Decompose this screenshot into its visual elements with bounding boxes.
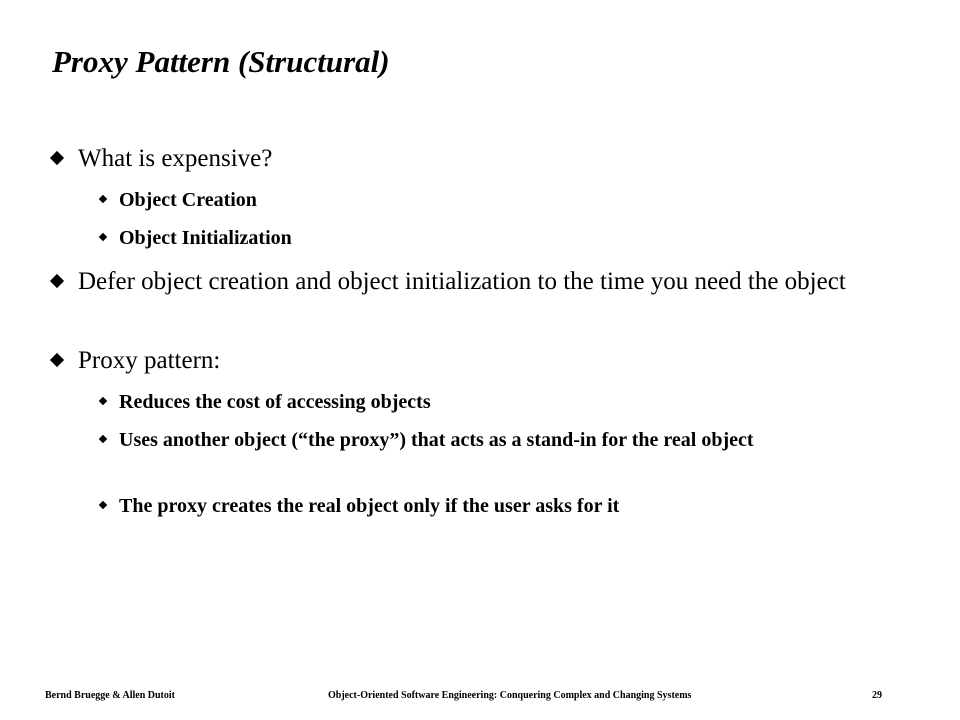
sub-bullet-text: The proxy creates the real object only if the user asks for it: [119, 495, 620, 517]
bullet-item: [50, 346, 890, 376]
diamond-bullet-icon: [50, 267, 66, 297]
sub-bullet-text: Uses another object (“the proxy”) that acts as a stand-in for the real object: [119, 429, 754, 451]
sub-bullet-text: Reduces the cost of accessing objects: [119, 391, 431, 413]
small-diamond-bullet-icon: [98, 428, 110, 452]
bullet-text: What is expensive?: [78, 145, 273, 172]
footer-authors: Bernd Bruegge & Allen Dutoit: [45, 690, 175, 701]
bullet-text: Proxy pattern:: [78, 347, 221, 374]
sub-bullet-text: Object Creation: [119, 189, 257, 211]
footer-book-title: Object-Oriented Software Engineering: Conquering Complex and Changing Systems: [328, 690, 692, 701]
sub-bullet-text: Object Initialization: [119, 227, 292, 249]
sub-bullet-item: [98, 226, 898, 250]
bullet-item: [50, 267, 890, 297]
diamond-bullet-icon: [50, 144, 66, 174]
page-number: 29: [872, 690, 882, 701]
small-diamond-bullet-icon: [98, 188, 110, 212]
slide-title: Proxy Pattern (Structural): [52, 44, 390, 79]
sub-bullet-item: [98, 188, 898, 212]
diamond-bullet-icon: [50, 346, 66, 376]
bullet-item: [50, 144, 890, 174]
small-diamond-bullet-icon: [98, 390, 110, 414]
sub-bullet-item: [98, 494, 898, 518]
sub-bullet-item: [98, 428, 898, 452]
bullet-text: Defer object creation and object initialization to the time you need the object: [78, 268, 846, 295]
small-diamond-bullet-icon: [98, 494, 110, 518]
small-diamond-bullet-icon: [98, 226, 110, 250]
sub-bullet-item: [98, 390, 898, 414]
